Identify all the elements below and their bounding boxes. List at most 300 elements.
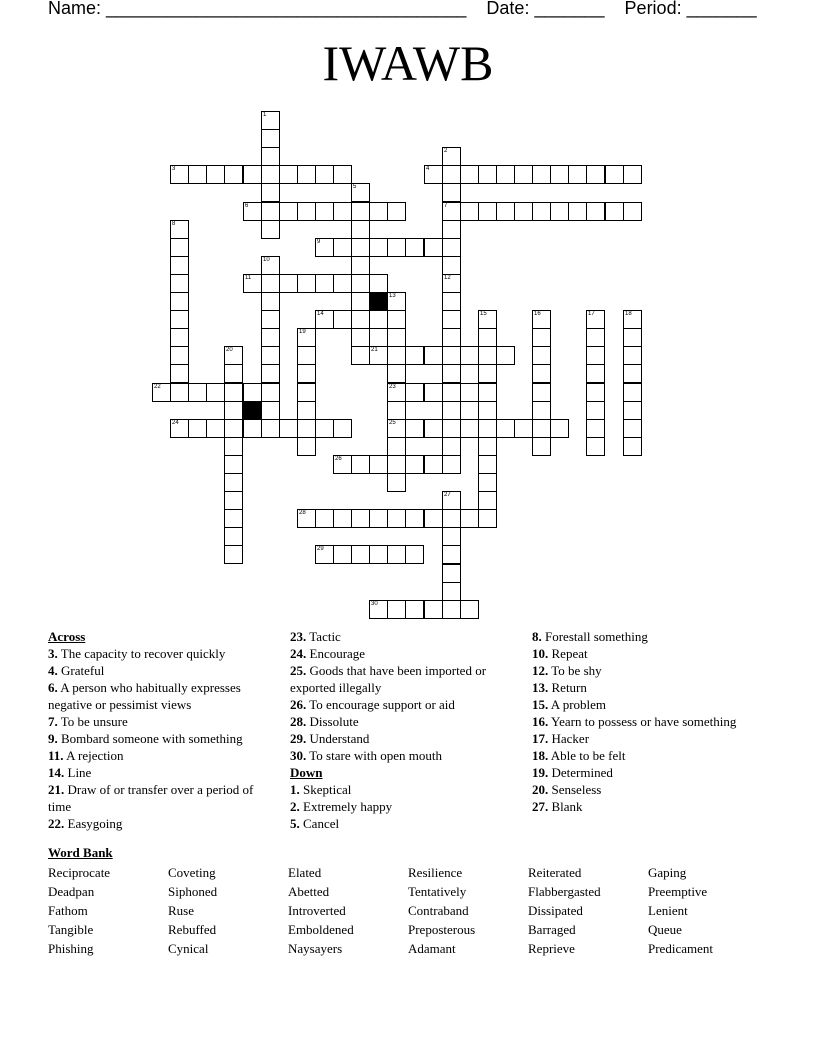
- clue-number: 14.: [48, 765, 65, 780]
- grid-cell[interactable]: [206, 383, 225, 402]
- word-bank-item: Cynical: [168, 941, 209, 956]
- clue-item: [48, 781, 270, 815]
- grid-cell[interactable]: [496, 165, 515, 184]
- grid-cell[interactable]: [586, 383, 605, 402]
- grid-cell[interactable]: [170, 383, 189, 402]
- grid-cell[interactable]: [478, 310, 497, 329]
- grid-cell[interactable]: [478, 473, 497, 492]
- grid-cell[interactable]: [261, 220, 280, 239]
- grid-cell[interactable]: [424, 346, 443, 365]
- grid-cell[interactable]: [460, 509, 479, 528]
- grid-cell[interactable]: [550, 165, 569, 184]
- grid-cell[interactable]: [387, 509, 406, 528]
- grid-cell[interactable]: [424, 238, 443, 257]
- grid-cell[interactable]: [442, 256, 461, 275]
- grid-cell[interactable]: [387, 600, 406, 619]
- grid-cell[interactable]: [478, 328, 497, 347]
- grid-cell[interactable]: [460, 383, 479, 402]
- clue-item: [532, 798, 762, 815]
- clue-number: 9.: [48, 731, 58, 746]
- word-bank-item: Tangible: [48, 922, 94, 937]
- word-bank-item: Ruse: [168, 903, 194, 918]
- clue-item: [48, 645, 270, 662]
- grid-cell[interactable]: [405, 419, 424, 438]
- word-bank-item: Reiterated: [528, 865, 582, 880]
- grid-cell[interactable]: [315, 238, 334, 257]
- grid-cell[interactable]: [496, 202, 515, 221]
- grid-cell[interactable]: [224, 527, 243, 546]
- clue-number: 12.: [532, 663, 549, 678]
- clue-number: 19.: [532, 765, 549, 780]
- grid-cell[interactable]: [206, 165, 225, 184]
- grid-cell[interactable]: [351, 202, 370, 221]
- grid-cell[interactable]: [532, 310, 551, 329]
- grid-cell[interactable]: [623, 202, 642, 221]
- grid-cell[interactable]: [387, 419, 406, 438]
- grid-cell[interactable]: [297, 437, 316, 456]
- grid-cell[interactable]: [369, 509, 388, 528]
- clue-number: 1.: [290, 782, 300, 797]
- word-bank-item: Coveting: [168, 865, 216, 880]
- grid-cell[interactable]: [224, 401, 243, 420]
- grid-cell[interactable]: [261, 183, 280, 202]
- grid-cell[interactable]: [478, 202, 497, 221]
- grid-cell[interactable]: [188, 419, 207, 438]
- grid-cell[interactable]: [442, 401, 461, 420]
- grid-cell[interactable]: [442, 346, 461, 365]
- grid-cell[interactable]: [442, 364, 461, 383]
- grid-cell[interactable]: [351, 328, 370, 347]
- grid-cell[interactable]: [442, 491, 461, 510]
- grid-cell[interactable]: [623, 328, 642, 347]
- clue-text: Repeat: [548, 646, 588, 661]
- clue-item: [532, 696, 762, 713]
- grid-cell[interactable]: [224, 419, 243, 438]
- grid-cell[interactable]: [442, 545, 461, 564]
- grid-cell[interactable]: [460, 165, 479, 184]
- clue-item: [532, 645, 762, 662]
- clue-text: Grateful: [57, 663, 105, 678]
- word-bank-item: Preposterous: [408, 922, 476, 937]
- grid-cell[interactable]: [532, 364, 551, 383]
- word-bank-item: Predicament: [648, 941, 713, 956]
- grid-cell[interactable]: [315, 545, 334, 564]
- grid-cell[interactable]: [586, 437, 605, 456]
- clue-text: Tactic: [306, 629, 341, 644]
- grid-cell[interactable]: [351, 220, 370, 239]
- grid-cell[interactable]: [369, 545, 388, 564]
- clue-item: [532, 713, 762, 730]
- clue-number: 29.: [290, 731, 307, 746]
- grid-cell[interactable]: [568, 165, 587, 184]
- grid-cell[interactable]: [297, 509, 316, 528]
- grid-cell[interactable]: [550, 202, 569, 221]
- grid-cell[interactable]: [351, 238, 370, 257]
- grid-cell[interactable]: [424, 600, 443, 619]
- grid-cell[interactable]: [170, 419, 189, 438]
- clue-text: Goods that have been imported or exported illegally: [290, 663, 487, 695]
- grid-cell[interactable]: [224, 455, 243, 474]
- clue-number: 24.: [290, 646, 307, 661]
- grid-cell[interactable]: [532, 437, 551, 456]
- clue-number: 25.: [290, 663, 307, 678]
- grid-cell[interactable]: [170, 256, 189, 275]
- clue-item: [48, 679, 270, 713]
- grid-cell[interactable]: [170, 238, 189, 257]
- grid-cell[interactable]: [351, 183, 370, 202]
- clue-text: Cancel: [299, 816, 340, 831]
- grid-cell[interactable]: [224, 437, 243, 456]
- grid-cell[interactable]: [170, 364, 189, 383]
- grid-cell[interactable]: [442, 238, 461, 257]
- grid-cell[interactable]: [405, 509, 424, 528]
- grid-cell[interactable]: [369, 346, 388, 365]
- grid-cell[interactable]: [224, 545, 243, 564]
- grid-cell[interactable]: [261, 202, 280, 221]
- grid-cell[interactable]: [224, 383, 243, 402]
- grid-cell[interactable]: [369, 274, 388, 293]
- clue-number: 20.: [532, 782, 549, 797]
- grid-cell[interactable]: [279, 202, 298, 221]
- grid-cell[interactable]: [442, 600, 461, 619]
- grid-cell[interactable]: [424, 383, 443, 402]
- grid-cell[interactable]: [442, 527, 461, 546]
- word-bank-item: Deadpan: [48, 884, 95, 899]
- grid-cell[interactable]: [279, 419, 298, 438]
- grid-cell[interactable]: [279, 165, 298, 184]
- clue-number: 27: [444, 492, 451, 498]
- grid-cell[interactable]: [315, 509, 334, 528]
- grid-cell[interactable]: [387, 545, 406, 564]
- grid-cell[interactable]: [333, 274, 352, 293]
- clue-text: Blank: [548, 799, 583, 814]
- clue-item: [48, 815, 270, 832]
- grid-cell[interactable]: [188, 165, 207, 184]
- grid-cell[interactable]: [623, 346, 642, 365]
- grid-cell[interactable]: [550, 419, 569, 438]
- grid-cell[interactable]: [152, 383, 171, 402]
- grid-cell[interactable]: [351, 346, 370, 365]
- grid-cell[interactable]: [224, 473, 243, 492]
- grid-cell[interactable]: [387, 473, 406, 492]
- clue-number: 3.: [48, 646, 58, 661]
- grid-cell[interactable]: [351, 292, 370, 311]
- grid-cell[interactable]: [586, 202, 605, 221]
- grid-cell[interactable]: [442, 328, 461, 347]
- clue-number: 21: [371, 347, 378, 353]
- grid-cell[interactable]: [586, 328, 605, 347]
- grid-cell[interactable]: [170, 328, 189, 347]
- grid-cell[interactable]: [243, 202, 262, 221]
- clue-text: Senseless: [548, 782, 602, 797]
- grid-cell[interactable]: [442, 310, 461, 329]
- word-bank-item: Rebuffed: [168, 922, 217, 937]
- clue-item: [290, 662, 512, 696]
- grid-cell[interactable]: [297, 364, 316, 383]
- grid-cell[interactable]: [623, 165, 642, 184]
- clue-text: To stare with open mouth: [306, 748, 442, 763]
- grid-cell[interactable]: [586, 419, 605, 438]
- grid-cell[interactable]: [315, 165, 334, 184]
- word-bank-item: Gaping: [648, 865, 687, 880]
- grid-cell[interactable]: [333, 455, 352, 474]
- grid-cell[interactable]: [351, 455, 370, 474]
- grid-cell[interactable]: [279, 274, 298, 293]
- grid-cell[interactable]: [387, 292, 406, 311]
- grid-cell[interactable]: [261, 401, 280, 420]
- grid-cell[interactable]: [623, 437, 642, 456]
- grid-cell[interactable]: [442, 220, 461, 239]
- grid-cell[interactable]: [261, 383, 280, 402]
- grid-cell[interactable]: [442, 419, 461, 438]
- grid-cell[interactable]: [315, 419, 334, 438]
- grid-cell[interactable]: [369, 202, 388, 221]
- grid-cell[interactable]: [478, 383, 497, 402]
- grid-cell[interactable]: [442, 455, 461, 474]
- grid-cell[interactable]: [333, 419, 352, 438]
- grid-cell[interactable]: [424, 455, 443, 474]
- grid-cell[interactable]: [333, 202, 352, 221]
- clue-number: 20: [226, 347, 233, 353]
- grid-cell[interactable]: [261, 310, 280, 329]
- grid-cell[interactable]: [387, 383, 406, 402]
- grid-cell[interactable]: [586, 346, 605, 365]
- grid-cell[interactable]: [297, 419, 316, 438]
- grid-cell[interactable]: [532, 346, 551, 365]
- grid-cell[interactable]: [261, 256, 280, 275]
- grid-cell[interactable]: [243, 165, 262, 184]
- grid-cell[interactable]: [532, 419, 551, 438]
- grid-cell[interactable]: [460, 346, 479, 365]
- grid-cell[interactable]: [206, 419, 225, 438]
- grid-cell[interactable]: [170, 165, 189, 184]
- grid-cell[interactable]: [442, 147, 461, 166]
- grid-cell[interactable]: [387, 401, 406, 420]
- grid-cell[interactable]: [333, 509, 352, 528]
- grid-cell[interactable]: [297, 274, 316, 293]
- grid-cell[interactable]: [442, 509, 461, 528]
- grid-cell[interactable]: [514, 419, 533, 438]
- clue-item: [48, 764, 270, 781]
- grid-cell[interactable]: [478, 509, 497, 528]
- grid-cell[interactable]: [442, 183, 461, 202]
- clue-text: Draw of or transfer over a period of time: [48, 782, 254, 814]
- grid-cell[interactable]: [478, 364, 497, 383]
- grid-cell[interactable]: [405, 383, 424, 402]
- grid-cell[interactable]: [424, 165, 443, 184]
- grid-cell[interactable]: [351, 274, 370, 293]
- grid-cell[interactable]: [405, 455, 424, 474]
- grid-cell[interactable]: [424, 509, 443, 528]
- grid-cell[interactable]: [261, 165, 280, 184]
- clue-number: 22: [154, 384, 161, 390]
- grid-cell[interactable]: [405, 238, 424, 257]
- grid-cell[interactable]: [478, 165, 497, 184]
- grid-cell[interactable]: [224, 364, 243, 383]
- grid-cell[interactable]: [369, 238, 388, 257]
- grid-cell[interactable]: [442, 582, 461, 601]
- grid-cell[interactable]: [478, 437, 497, 456]
- grid-cell[interactable]: [442, 437, 461, 456]
- grid-cell[interactable]: [243, 274, 262, 293]
- grid-cell[interactable]: [496, 419, 515, 438]
- grid-cell[interactable]: [351, 310, 370, 329]
- clue-number: 2: [444, 148, 448, 154]
- clue-number: 1: [263, 112, 267, 118]
- grid-cell[interactable]: [623, 419, 642, 438]
- clue-text: A problem: [548, 697, 607, 712]
- grid-cell[interactable]: [315, 202, 334, 221]
- clue-number: 23.: [290, 629, 307, 644]
- grid-cell[interactable]: [460, 202, 479, 221]
- grid-cell[interactable]: [224, 509, 243, 528]
- word-bank-item: Phishing: [48, 941, 94, 956]
- word-bank-item: Adamant: [408, 941, 456, 956]
- grid-cell[interactable]: [315, 274, 334, 293]
- grid-cell[interactable]: [623, 383, 642, 402]
- clue-number: 12: [444, 275, 451, 281]
- clue-item: [290, 628, 512, 645]
- grid-cell[interactable]: [387, 346, 406, 365]
- grid-cell[interactable]: [442, 564, 461, 583]
- grid-cell[interactable]: [297, 165, 316, 184]
- grid-cell[interactable]: [478, 419, 497, 438]
- grid-cell[interactable]: [261, 274, 280, 293]
- clue-text: The capacity to recover quickly: [57, 646, 226, 661]
- grid-cell[interactable]: [387, 455, 406, 474]
- grid-cell[interactable]: [297, 346, 316, 365]
- grid-cell[interactable]: [297, 202, 316, 221]
- grid-cell[interactable]: [514, 165, 533, 184]
- word-bank-item: Contraband: [408, 903, 469, 918]
- grid-cell[interactable]: [224, 491, 243, 510]
- grid-cell[interactable]: [478, 455, 497, 474]
- grid-cell[interactable]: [261, 147, 280, 166]
- grid-cell[interactable]: [387, 310, 406, 329]
- word-bank-item: Reciprocate: [48, 865, 111, 880]
- clue-text: Encourage: [306, 646, 366, 661]
- grid-cell[interactable]: [170, 346, 189, 365]
- grid-cell[interactable]: [442, 292, 461, 311]
- grid-cell[interactable]: [424, 419, 443, 438]
- grid-cell[interactable]: [369, 310, 388, 329]
- grid-cell[interactable]: [405, 346, 424, 365]
- clue-number: 9: [317, 239, 321, 245]
- grid-cell[interactable]: [261, 111, 280, 130]
- grid-cell[interactable]: [532, 383, 551, 402]
- grid-cell[interactable]: [297, 328, 316, 347]
- grid-cell[interactable]: [243, 383, 262, 402]
- grid-cell[interactable]: [532, 401, 551, 420]
- word-bank-item: Barraged: [528, 922, 576, 937]
- grid-cell[interactable]: [623, 401, 642, 420]
- clue-number: 10: [263, 257, 270, 263]
- grid-cell[interactable]: [315, 310, 334, 329]
- grid-cell[interactable]: [333, 165, 352, 184]
- grid-cell[interactable]: [297, 401, 316, 420]
- grid-cell[interactable]: [387, 437, 406, 456]
- grid-cell[interactable]: [442, 383, 461, 402]
- clue-text: To be unsure: [57, 714, 128, 729]
- grid-cell[interactable]: [387, 328, 406, 347]
- clue-number: 15.: [532, 697, 549, 712]
- grid-cell[interactable]: [478, 346, 497, 365]
- clue-number: 7.: [48, 714, 58, 729]
- clue-text: Line: [64, 765, 92, 780]
- grid-cell[interactable]: [460, 600, 479, 619]
- clue-heading: Down: [290, 765, 323, 780]
- grid-cell[interactable]: [297, 383, 316, 402]
- grid-cell[interactable]: [261, 328, 280, 347]
- grid-cell[interactable]: [605, 202, 624, 221]
- grid-cell[interactable]: [514, 202, 533, 221]
- grid-cell[interactable]: [532, 165, 551, 184]
- clue-number: 5.: [290, 816, 300, 831]
- grid-cell[interactable]: [586, 310, 605, 329]
- grid-cell[interactable]: [442, 165, 461, 184]
- grid-cell[interactable]: [442, 202, 461, 221]
- grid-cell[interactable]: [170, 310, 189, 329]
- grid-cell[interactable]: [333, 545, 352, 564]
- grid-cell[interactable]: [243, 419, 262, 438]
- grid-cell[interactable]: [351, 509, 370, 528]
- grid-cell[interactable]: [261, 419, 280, 438]
- grid-cell[interactable]: [623, 310, 642, 329]
- grid-cell[interactable]: [351, 545, 370, 564]
- grid-cell[interactable]: [170, 220, 189, 239]
- grid-cell[interactable]: [442, 274, 461, 293]
- clue-text: Skeptical: [299, 782, 352, 797]
- grid-cell[interactable]: [460, 419, 479, 438]
- grid-cell[interactable]: [405, 545, 424, 564]
- grid-cell[interactable]: [387, 202, 406, 221]
- grid-cell[interactable]: [224, 165, 243, 184]
- page-title: IWAWB: [322, 35, 494, 91]
- grid-cell[interactable]: [605, 165, 624, 184]
- grid-cell[interactable]: [586, 401, 605, 420]
- grid-cell[interactable]: [405, 600, 424, 619]
- grid-cell[interactable]: [369, 600, 388, 619]
- clue-text: Forestall something: [541, 629, 648, 644]
- grid-cell[interactable]: [351, 256, 370, 275]
- grid-cell[interactable]: [387, 364, 406, 383]
- grid-cell[interactable]: [586, 364, 605, 383]
- grid-cell[interactable]: [387, 238, 406, 257]
- grid-cell[interactable]: [261, 292, 280, 311]
- grid-cell[interactable]: [478, 401, 497, 420]
- grid-cell[interactable]: [333, 310, 352, 329]
- grid-cell[interactable]: [261, 346, 280, 365]
- clue-number: 27.: [532, 799, 549, 814]
- grid-cell[interactable]: [369, 455, 388, 474]
- grid-cell[interactable]: [623, 364, 642, 383]
- grid-cell[interactable]: [496, 346, 515, 365]
- grid-cell[interactable]: [170, 274, 189, 293]
- grid-cell[interactable]: [568, 202, 587, 221]
- grid-cell[interactable]: [188, 383, 207, 402]
- grid-cell[interactable]: [333, 238, 352, 257]
- grid-cell[interactable]: [261, 364, 280, 383]
- grid-cell[interactable]: [224, 346, 243, 365]
- clue-number: 3: [172, 166, 176, 172]
- grid-cell[interactable]: [532, 328, 551, 347]
- grid-cell[interactable]: [586, 165, 605, 184]
- grid-cell[interactable]: [261, 129, 280, 148]
- grid-cell[interactable]: [532, 202, 551, 221]
- grid-cell[interactable]: [478, 491, 497, 510]
- grid-cell[interactable]: [170, 292, 189, 311]
- clue-number: 26: [335, 456, 342, 462]
